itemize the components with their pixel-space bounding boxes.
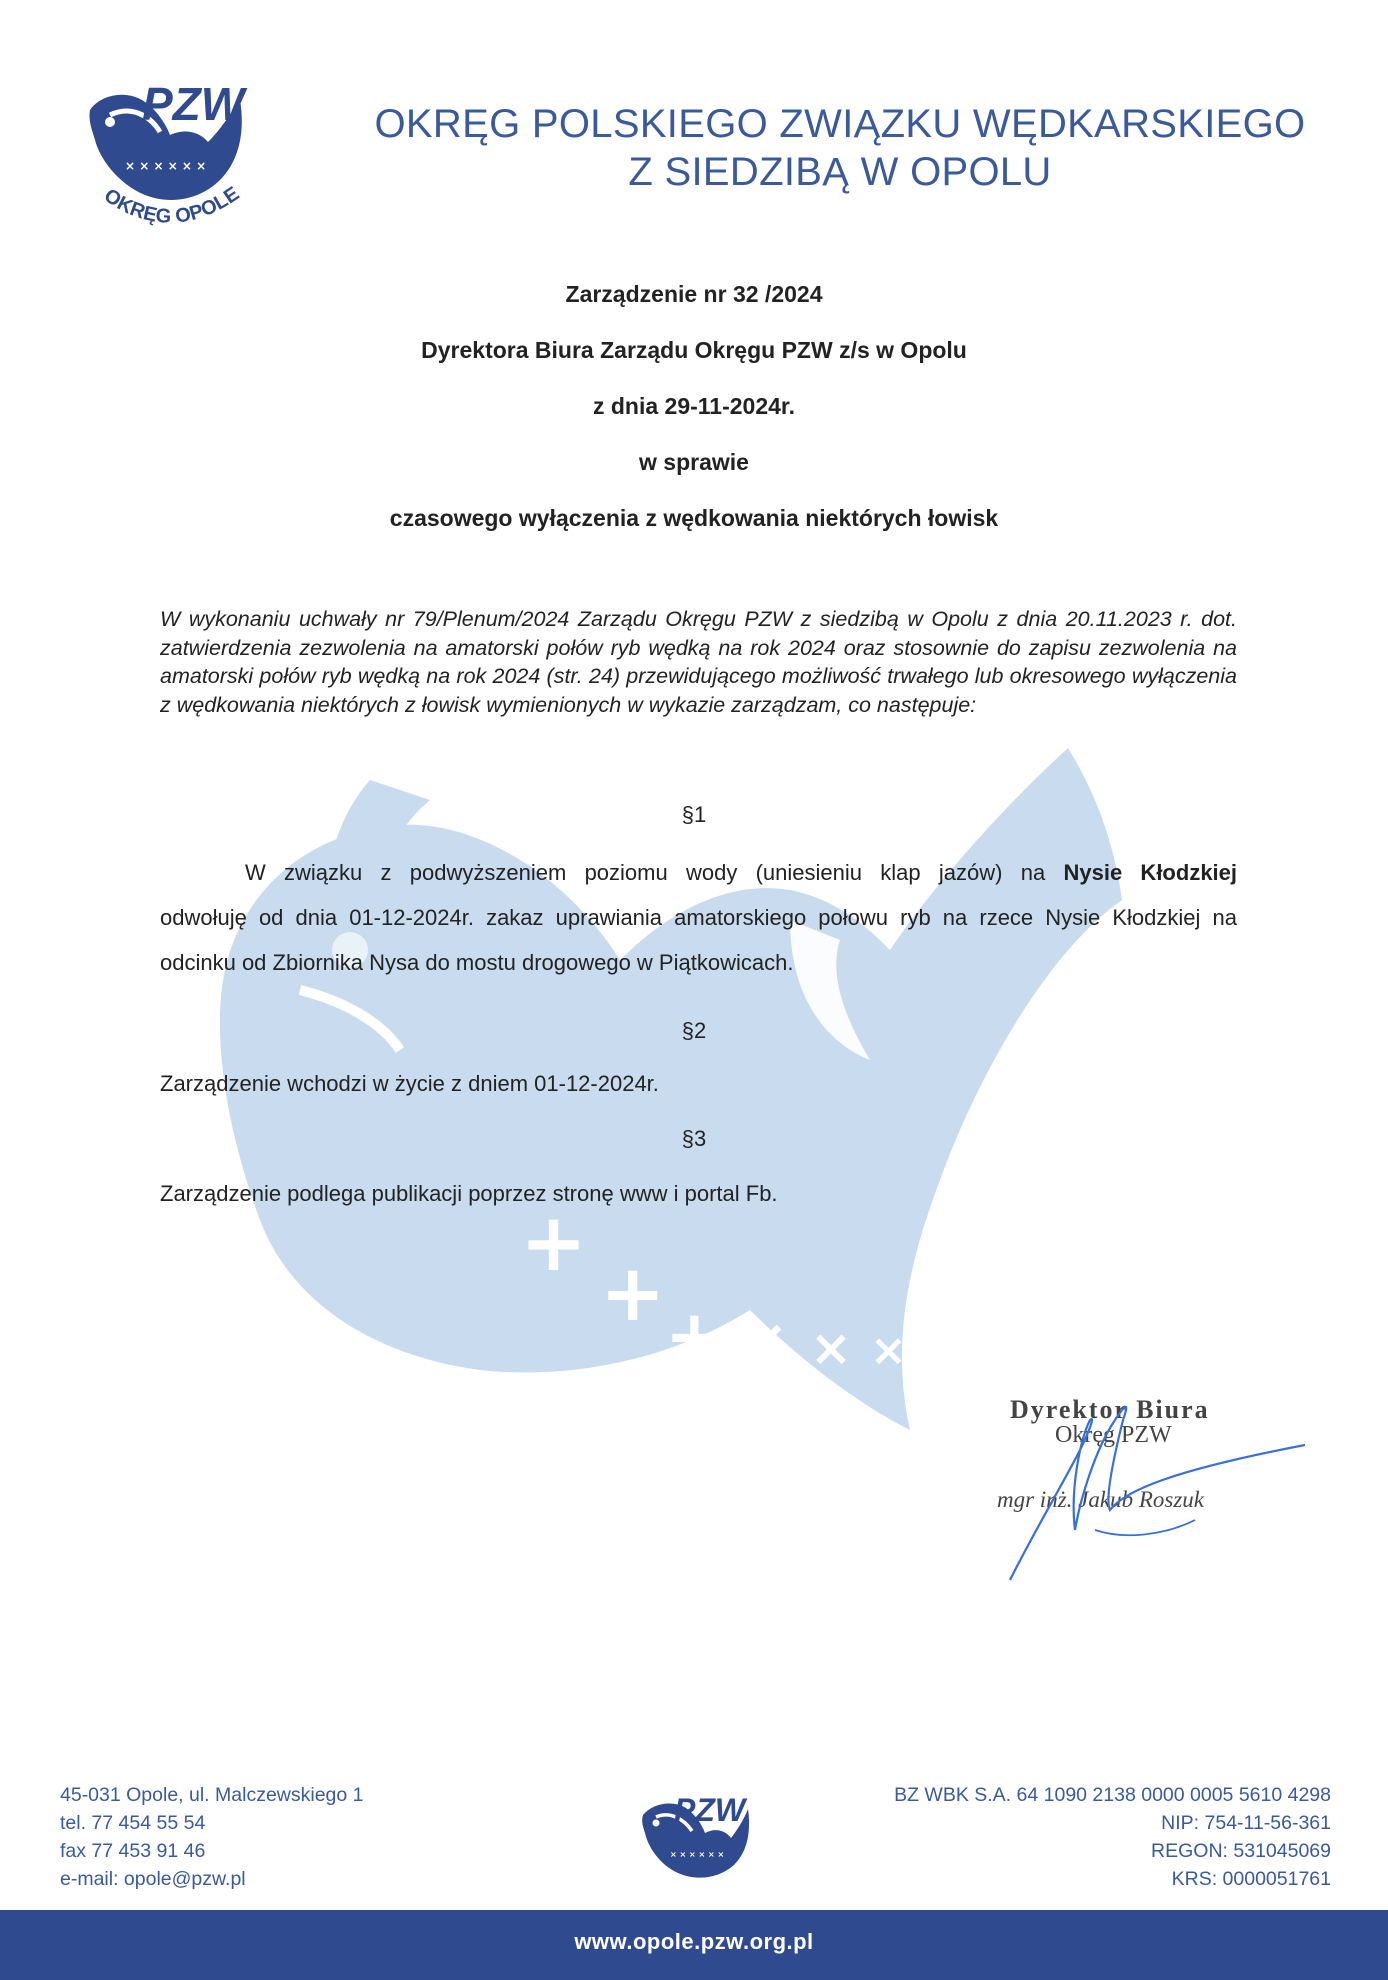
pzw-footer-logo <box>638 1775 753 1885</box>
section-1-first-line <box>160 850 1237 895</box>
svg-text:×: × <box>870 1325 907 1376</box>
footer-website-link[interactable]: www.opole.pzw.org.pl <box>574 1929 814 1954</box>
order-subject: czasowego wyłączenia z wędkowania niektórych łowisk <box>389 505 999 531</box>
svg-text:+: + <box>600 1249 666 1339</box>
svg-text:PZW: PZW <box>674 1792 746 1828</box>
svg-text:× × × × × ×: × × × × × × <box>670 1850 725 1859</box>
svg-text:× × × × × ×: × × × × × × <box>125 159 207 173</box>
handwritten-signature <box>995 1380 1305 1585</box>
pzw-logo <box>80 60 270 240</box>
footer-krs: KRS: 0000051761 <box>1171 1868 1331 1890</box>
order-date: z dnia 29-11-2024r. <box>592 393 795 419</box>
footer-nip: NIP: 754-11-56-361 <box>1161 1812 1331 1834</box>
footer-address: 45-031 Opole, ul. Malczewskiego 1 <box>60 1784 364 1806</box>
order-issuer: Dyrektora Biura Zarządu Okręgu PZW z/s w Opolu <box>421 337 967 363</box>
footer-regon: REGON: 531045069 <box>1151 1840 1331 1862</box>
footer-email[interactable]: e-mail: opole@pzw.pl <box>60 1868 246 1890</box>
section-1-paragraph <box>160 850 1237 985</box>
organization-title <box>330 100 1350 196</box>
section-1-text-b: odwołuję od dnia 01-12-2024r. zakaz uprawiania amatorskiego połowu ryb na rzece Nysie Kłodzkiej na odcinku od Zbiornika Nysa do mostu drogowego w Piątkowicach. <box>160 905 1237 975</box>
intro-paragraph: W wykonaniu uchwały nr 79/Plenum/2024 Zarządu Okręgu PZW z siedzibą w Opolu z dnia 20.11.2023 r. dot. zatwierdzenia zezwolenia na amatorski połów ryb wędką na rok 2024 oraz stosownie do zapisu zezwolenia na amatorski połów ryb wędką na rok 2024 (str. 24) przewidującego możliwość trwałego lub okresowego wyłączenia z wędkowania niektórych z łowisk wymienionych w wykazie zarządzam, co następuje: <box>160 607 1237 717</box>
section-2-sign: §2 <box>681 1018 707 1043</box>
section-2-text: Zarządzenie wchodzi w życie z dniem 01-12-2024r. <box>160 1071 659 1096</box>
footer-bank-account: BZ WBK S.A. 64 1090 2138 0000 0005 5610 4298 <box>894 1784 1331 1806</box>
svg-text:OKRĘG OPOLE: OKRĘG OPOLE <box>99 182 244 228</box>
section-3-sign: §3 <box>681 1126 707 1151</box>
section-1-river-name: Nysie Kłodzkiej <box>1063 860 1238 885</box>
svg-text:+: + <box>520 1196 588 1289</box>
section-3-text: Zarządzenie podlega publikacji poprzez stronę www i portal Fb. <box>160 1181 778 1206</box>
signature-name: mgr inż. Jakub Roszuk <box>997 1487 1204 1512</box>
svg-text:+: + <box>665 1295 724 1377</box>
svg-text:×: × <box>810 1319 852 1377</box>
svg-text:×: × <box>740 1306 789 1374</box>
signature-org: Okręg PZW <box>1055 1422 1172 1448</box>
signature-title: Dyrektor Biura <box>1010 1395 1210 1424</box>
svg-text:PZW: PZW <box>142 78 245 130</box>
footer-phone: tel. 77 454 55 54 <box>60 1812 206 1834</box>
section-1-sign: §1 <box>681 802 707 827</box>
organization-title-line1: OKRĘG POLSKIEGO ZWIĄZKU WĘDKARSKIEGO <box>374 102 1306 146</box>
section-1-text-a: W związku z podwyższeniem poziomu wody (uniesieniu klap jazów) na <box>245 860 1064 885</box>
footer-fax: fax 77 453 91 46 <box>60 1840 206 1862</box>
footer-bar <box>0 1910 1388 1980</box>
organization-title-line2: Z SIEDZIBĄ W OPOLU <box>628 150 1052 194</box>
order-concerning: w sprawie <box>639 449 749 475</box>
order-number: Zarządzenie nr 32 /2024 <box>565 281 823 307</box>
